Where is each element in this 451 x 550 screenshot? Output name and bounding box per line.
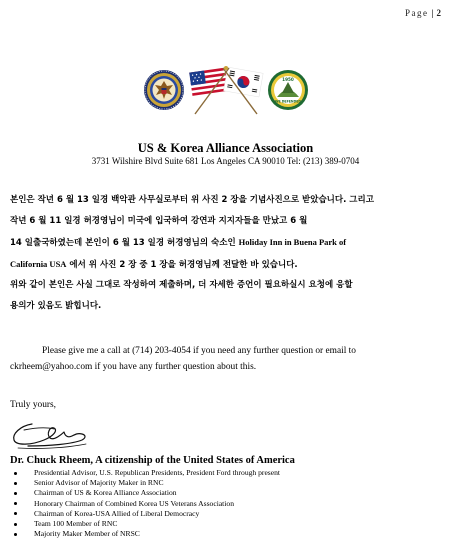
role-item: Honorary Chairman of Combined Korea US Veterans Association — [10, 499, 280, 509]
korean-p1-line-3-a: 14 일출국하였는데 본인이 6 월 13 일경 허경영님의 숙소인 — [10, 238, 239, 248]
role-item: Presidential Advisor, U.S. Republican Presidents, President Ford through present — [10, 468, 280, 478]
korean-paragraph-2 — [10, 275, 445, 317]
veterans-seal-bottom-text: WE DEFENDED — [274, 99, 301, 104]
korean-p1-line-4 — [10, 254, 445, 276]
role-item: Majority Maker Member of NRSC — [10, 529, 280, 539]
korean-p1-line-2: 작년 6 월 11 일경 허경영님이 미국에 입국하여 강연과 지지자들을 만났고 6 월 — [10, 216, 308, 226]
page-label: Page — [405, 8, 429, 18]
role-item: Team 100 Member of RNC — [10, 519, 280, 529]
korean-paragraph-1 — [10, 190, 445, 276]
english-line-1 — [10, 343, 445, 359]
english-line-2: ckrheem@yahoo.com if you have any further question about this. — [10, 362, 257, 372]
role-item: Chairman of Korea-USA Allied of Liberal Democracy — [10, 509, 280, 519]
english-paragraph — [10, 343, 445, 375]
page-number — [405, 8, 441, 18]
logo-row — [0, 60, 451, 120]
role-item: Senior Advisor of Majority Maker in RNC — [10, 478, 280, 488]
closing-salutation: Truly yours, — [10, 400, 57, 410]
crossed-us-korea-flags-icon — [187, 64, 265, 116]
korean-p2-line-1: 위와 같이 본인은 사실 그대로 작성하여 제출하며, 더 자세한 증언이 필요하실시 요청에 응할 — [10, 280, 353, 290]
role-item: Chairman of US & Korea Alliance Association — [10, 488, 280, 498]
page-number-separator: | — [431, 8, 434, 18]
veterans-seal-top-text: 1950 — [281, 77, 294, 82]
organization-address: 3731 Wilshire Blvd Suite 681 Los Angeles CA 90010 Tel: (213) 389-0704 — [91, 156, 360, 166]
organization-name: US & Korea Alliance Association — [137, 141, 314, 155]
page-number-value: 2 — [436, 8, 441, 18]
signatory-name: Dr. Chuck Rheem, A citizenship of the United States of America — [10, 455, 295, 466]
handwritten-signature — [10, 418, 90, 452]
korean-p1-line-1: 본인은 작년 6 월 13 일경 백악관 사무실로부터 위 사진 2 장을 기념사진으로 받았습니다. 그리고 — [10, 195, 374, 205]
korean-p1-line-4-b: 에서 위 사진 2 장 중 1 장을 허경영님께 전달한 바 있습니다. — [66, 260, 298, 270]
signatory-roles-list — [10, 468, 280, 539]
english-line-1-text: Please give me a call at (714) 203-4054 if you need any further question or email to — [42, 346, 356, 356]
hotel-location: California USA — [10, 259, 67, 269]
veterans-seal-icon — [267, 69, 309, 111]
hotel-name: Holiday Inn in Buena Park of — [238, 237, 347, 247]
korean-p1-line-3 — [10, 232, 445, 254]
korean-p2-line-2: 용의가 있음도 밝힙니다. — [10, 301, 102, 311]
eagle-seal-icon — [143, 69, 185, 111]
